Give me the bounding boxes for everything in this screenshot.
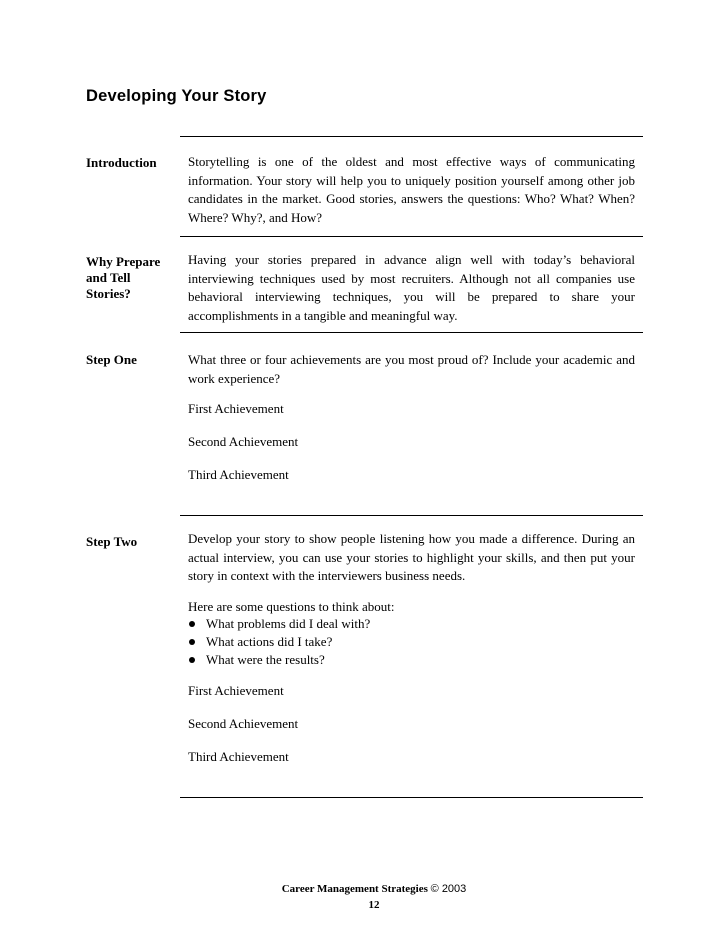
questions-list [188, 615, 370, 669]
step-one-first-achievement: First Achievement [188, 401, 284, 416]
footer-text: Career Management Strategies [281, 883, 428, 895]
step-two-text: Develop your story to show people listening how you made a difference. During an actual interview, you can use your stories to highlight your skills, and then put your story in context with the interviewers business needs. [188, 531, 635, 583]
introduction-text: Storytelling is one of the oldest and most effective ways of communicating information. Your story will help you to uniquely position yourself among other job candidates in the market. Good stories, answers the questions: Who? What? When? Where? Why?, and How? [188, 154, 635, 225]
copyright-year: © 2003 [430, 883, 467, 895]
step-two-second-achievement: Second Achievement [188, 716, 299, 731]
section-divider [180, 236, 643, 237]
question-text: What were the results? [206, 652, 325, 667]
step-two-third-achievement: Third Achievement [188, 749, 289, 764]
question-text: What actions did I take? [206, 634, 333, 649]
list-item [188, 615, 370, 633]
footer [0, 883, 728, 895]
section-divider [180, 515, 643, 516]
step-two-first-achievement: First Achievement [188, 683, 284, 698]
step-two-label: Step Two [86, 534, 138, 549]
question-text: What problems did I deal with? [206, 616, 371, 631]
step-one-label: Step One [86, 352, 137, 367]
list-item [188, 651, 370, 669]
step-one-text: What three or four achievements are you most proud of? Include your academic and work experience? [188, 352, 635, 386]
section-divider [180, 136, 643, 137]
bullet-icon [189, 621, 195, 627]
page-title: Developing Your Story [86, 87, 267, 105]
why-prepare-label: Why Prepare and Tell Stories? [86, 254, 161, 301]
bullet-icon [189, 657, 195, 663]
page-number: 12 [368, 899, 380, 911]
step-one-second-achievement: Second Achievement [188, 434, 299, 449]
why-prepare-text: Having your stories prepared in advance align well with today’s behavioral interviewing techniques used by most recruiters. Although not all companies use behavioral interviewing techniques, you will be prepared to share your accomplishments in a tangible and meaningful way. [188, 252, 635, 323]
step-one-third-achievement: Third Achievement [188, 467, 289, 482]
list-item [188, 633, 370, 651]
introduction-label: Introduction [86, 155, 157, 170]
questions-intro: Here are some questions to think about: [188, 599, 395, 614]
section-divider [180, 332, 643, 333]
bullet-icon [189, 639, 195, 645]
section-divider [180, 797, 643, 798]
